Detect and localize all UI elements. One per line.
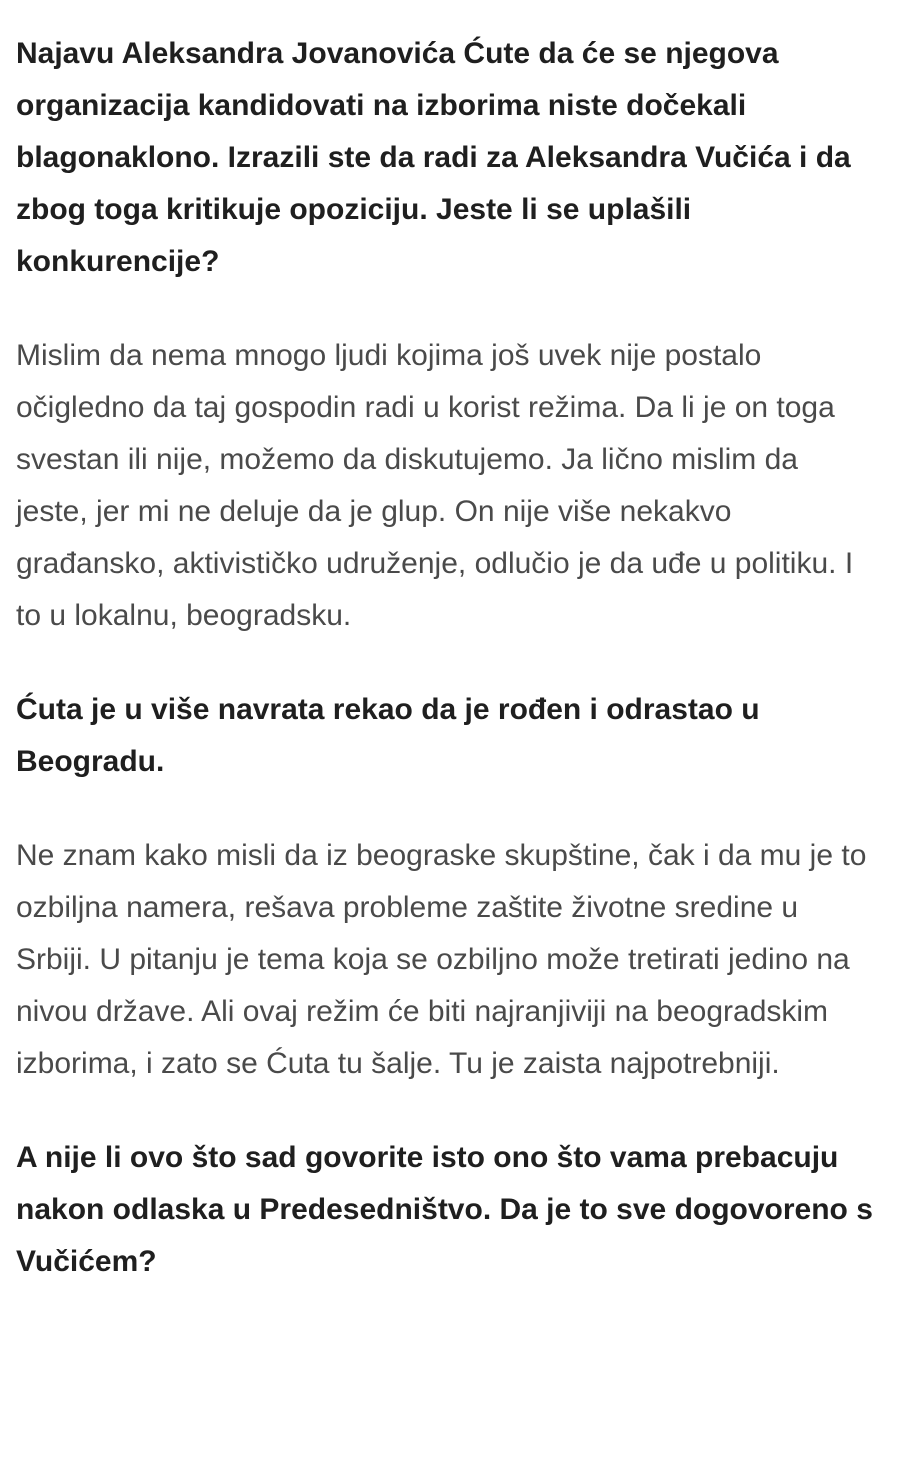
paragraph-gap [16,642,878,684]
interview-question-2: Ćuta je u više navrata rekao da je rođen i odrastao u Beogradu. [16,693,760,778]
interview-question-3: A nije li ovo što sad govorite isto ono što vama prebacuju nakon odlaska u Predesedništvo. Da je to sve dogovoreno s Vučićem? [16,1141,873,1278]
interview-question-1: Najavu Aleksandra Jovanovića Ćute da će se njegova organizacija kandidovati na izborima niste dočekali blagonaklono. Izrazili ste da radi za Aleksandra Vučića i da zbog toga kritikuje opoziciju. Jeste li se uplašili konkurencije? [16,37,851,278]
interview-answer-1: Mislim da nema mnogo ljudi kojima još uvek nije postalo očigledno da taj gospodin radi u korist režima. Da li je on toga svestan ili nije, možemo da diskutujemo. Ja lično mislim da jeste, jer mi ne deluje da je glup. On nije više nekakvo građansko, aktivističko udruženje, odlučio je da uđe u politiku. I to u lokalnu, beogradsku. [16,339,854,632]
paragraph-gap [16,288,878,330]
paragraph-gap [16,1090,878,1132]
interview-answer-2: Ne znam kako misli da iz beograske skupštine, čak i da mu je to ozbiljna namera, rešava probleme zaštite životne sredine u Srbiji. U pitanju je tema koja se ozbiljno može tretirati jedino na nivou države. Ali ovaj režim će biti najranjiviji na beogradskim izborima, i zato se Ćuta tu šalje. Tu je zaista najpotrebniji. [16,839,867,1080]
article-body [16,28,878,1288]
paragraph-gap [16,788,878,830]
